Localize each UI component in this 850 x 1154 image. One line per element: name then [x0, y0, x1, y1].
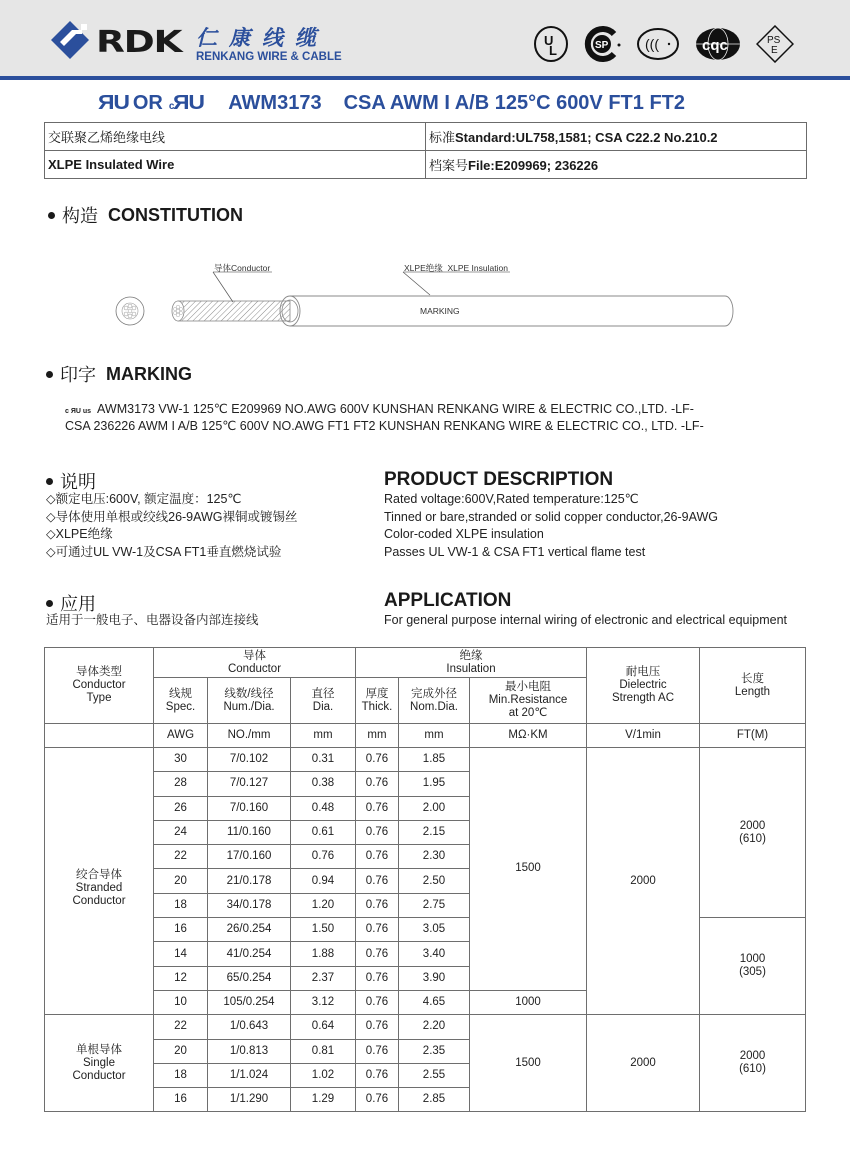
product-name-en: XLPE Insulated Wire	[45, 151, 426, 179]
type-text: Single	[83, 1056, 115, 1069]
cell-num: 105/0.254	[208, 990, 291, 1014]
description-heading-en: PRODUCT DESCRIPTION	[384, 469, 614, 490]
header-spec	[154, 678, 208, 724]
cell-num: 7/0.160	[208, 796, 291, 820]
page-header	[0, 0, 850, 77]
cell-nom: 1.85	[399, 748, 470, 772]
constitution-heading	[48, 202, 243, 228]
svg-text:U: U	[544, 33, 554, 48]
cell-nom: 2.85	[399, 1088, 470, 1112]
header-text: 完成外径	[411, 687, 457, 700]
bullet-icon	[46, 371, 53, 378]
header-nom-dia	[399, 678, 470, 724]
cell-awg: 28	[154, 772, 208, 796]
bullet-icon	[48, 212, 55, 219]
cell-nom: 3.40	[399, 942, 470, 966]
brand-mark: RDK	[96, 25, 182, 60]
cell-awg: 10	[154, 990, 208, 1014]
header-length	[700, 648, 806, 724]
cell-dia: 0.64	[291, 1015, 356, 1039]
cell-thick: 0.76	[356, 845, 399, 869]
cell-num: 1/1.024	[208, 1063, 291, 1087]
cell-awg: 20	[154, 869, 208, 893]
standard-prefix: 标准	[429, 130, 456, 145]
header-text: Num./Dia.	[223, 700, 275, 713]
header-text: 直径	[311, 687, 335, 700]
header-text: Min.Resistance	[488, 694, 568, 706]
csa-cert-icon	[584, 25, 622, 63]
description-item-en: Color-coded XLPE insulation	[384, 527, 544, 541]
cell-num: 41/0.254	[208, 942, 291, 966]
unit-cell: mm	[291, 724, 356, 748]
cell-nom: 2.15	[399, 820, 470, 844]
cell-thick: 0.76	[356, 990, 399, 1014]
cell-awg: 16	[154, 918, 208, 942]
length-ft: 2000	[739, 819, 766, 832]
unit-cell: mm	[399, 724, 470, 748]
application-text-cn: 适用于一般电子、电器设备内部连接线	[46, 613, 259, 627]
header-text: Dia.	[312, 700, 334, 713]
header-text: 长度	[741, 672, 764, 685]
cell-nom: 1.95	[399, 772, 470, 796]
brand-name-cn: 仁康线缆	[196, 27, 328, 50]
header-dia	[291, 678, 356, 724]
description-item-en: Tinned or bare,stranded or solid copper conductor,26-9AWG	[384, 509, 718, 524]
canada-mark: c	[168, 101, 175, 112]
model-number: AWM3173	[228, 91, 322, 114]
header-text: Conductor	[227, 662, 282, 675]
description-item-cn: ◇导体使用单根或绞线26-9AWG裸铜或镀锡丝	[46, 509, 298, 524]
type-text: Conductor	[72, 894, 126, 907]
cell-dielectric: 2000	[587, 748, 700, 1015]
model-spec: CSA AWM I A/B 125°C 600V FT1 FT2	[343, 91, 685, 114]
marking-line-2: CSA 236226 AWM I A/B 125℃ 600V NO.AWG FT1 FT2 KUNSHAN RENKANG WIRE & ELECTRIC CO., LTD. -LF-	[65, 419, 704, 433]
cell-num: 7/0.127	[208, 772, 291, 796]
header-min-resistance	[470, 678, 587, 724]
description-item-cn: ◇可通过UL VW-1及CSA FT1垂直燃烧试验	[46, 544, 282, 559]
unit-cell: mm	[356, 724, 399, 748]
marking-heading	[46, 361, 192, 387]
cell-awg: 24	[154, 820, 208, 844]
cell-thick: 0.76	[356, 942, 399, 966]
cell-dia: 0.38	[291, 772, 356, 796]
cell-awg: 16	[154, 1088, 208, 1112]
table-row	[45, 748, 806, 772]
bullet-icon	[46, 478, 53, 485]
cell-awg: 18	[154, 893, 208, 917]
header-text: Type	[86, 692, 112, 704]
description-list-en	[384, 491, 718, 561]
header-text: Dielectric	[619, 679, 667, 691]
product-name-cn: 交联聚乙烯绝缘电线	[45, 123, 426, 151]
cell-nom: 2.35	[399, 1039, 470, 1063]
cell-num: 17/0.160	[208, 845, 291, 869]
cell-num: 7/0.102	[208, 748, 291, 772]
cell-thick: 0.76	[356, 796, 399, 820]
unit-cell: FT(M)	[700, 724, 806, 748]
header-conductor-group	[154, 648, 356, 678]
conductor-label: 导体Conductor	[214, 263, 271, 273]
pse-cert-icon	[756, 25, 794, 63]
cell-nom: 2.50	[399, 869, 470, 893]
header-text: Length	[734, 685, 771, 698]
cell-num: 1/0.813	[208, 1039, 291, 1063]
ccc-cert-icon	[636, 25, 680, 63]
cell-num: 65/0.254	[208, 966, 291, 990]
cell-awg: 26	[154, 796, 208, 820]
cell-nom: 4.65	[399, 990, 470, 1014]
cell-dia: 3.12	[291, 990, 356, 1014]
length-m: (305)	[739, 966, 766, 979]
header-insulation-group	[356, 648, 587, 678]
cell-awg: 14	[154, 942, 208, 966]
cell-dia: 0.61	[291, 820, 356, 844]
header-divider	[0, 76, 850, 80]
header-text: 导体类型	[76, 666, 122, 678]
header-text: Thick.	[361, 700, 393, 713]
cell-nom: 2.75	[399, 893, 470, 917]
product-title	[97, 90, 685, 116]
marking-text-1: AWM3173 VW-1 125℃ E209969 NO.AWG 600V KUNSHAN RENKANG WIRE & ELECTRIC CO.,LTD. -LF-	[97, 402, 694, 416]
header-conductor-type	[45, 648, 154, 724]
heading-cn: 说明	[60, 472, 96, 493]
cul-us-mark: c ЯU us	[65, 408, 92, 415]
cell-awg: 22	[154, 1015, 208, 1039]
header-text: Strength AC	[611, 692, 674, 704]
header-text: at 20℃	[508, 707, 548, 719]
cell-num: 21/0.178	[208, 869, 291, 893]
type-text: 绞合导体	[76, 868, 122, 881]
description-list-cn	[46, 491, 298, 561]
cable-construction-diagram	[100, 255, 750, 340]
ul-recognized-mark: ЯU	[97, 91, 129, 114]
type-text: 单根导体	[76, 1043, 122, 1056]
header-text: 最小电阻	[505, 681, 551, 693]
cell-nom: 3.90	[399, 966, 470, 990]
cell-nom: 3.05	[399, 918, 470, 942]
cell-nom: 2.20	[399, 1015, 470, 1039]
cell-resistance: 1000	[470, 990, 587, 1014]
header-text: Conductor	[72, 679, 126, 691]
cell-thick: 0.76	[356, 1039, 399, 1063]
cell-num: 26/0.254	[208, 918, 291, 942]
cell-nom: 2.00	[399, 796, 470, 820]
cell-awg: 30	[154, 748, 208, 772]
product-info-table	[44, 122, 807, 179]
cell-thick: 0.76	[356, 1088, 399, 1112]
cell-awg: 18	[154, 1063, 208, 1087]
single-conductor-label	[45, 1015, 154, 1112]
cell-dia: 0.31	[291, 748, 356, 772]
cell-thick: 0.76	[356, 869, 399, 893]
unit-cell: NO./mm	[208, 724, 291, 748]
units-row	[45, 724, 806, 748]
table-row	[45, 1015, 806, 1039]
cell-awg: 22	[154, 845, 208, 869]
cell-num: 1/1.290	[208, 1088, 291, 1112]
description-item-cn: ◇XLPE绝缘	[46, 527, 113, 541]
cell-dia: 2.37	[291, 966, 356, 990]
cell-thick: 0.76	[356, 1015, 399, 1039]
unit-cell: AWG	[154, 724, 208, 748]
cell-thick: 0.76	[356, 918, 399, 942]
heading-en: MARKING	[106, 363, 192, 384]
unit-cell: MΩ·KM	[470, 724, 587, 748]
description-item-en: Rated voltage:600V,Rated temperature:125℃	[384, 492, 639, 506]
cell-length	[700, 1015, 806, 1112]
cell-num: 34/0.178	[208, 893, 291, 917]
cell-nom: 2.30	[399, 845, 470, 869]
cell-nom: 2.55	[399, 1063, 470, 1087]
cell-thick: 0.76	[356, 748, 399, 772]
cell-length	[700, 918, 806, 1015]
file-prefix: 档案号	[429, 158, 469, 173]
cell-dia: 1.02	[291, 1063, 356, 1087]
cell-dia: 1.50	[291, 918, 356, 942]
description-item-en: Passes UL VW-1 & CSA FT1 vertical flame test	[384, 544, 646, 559]
file-value: File:E209969; 236226	[468, 158, 599, 173]
heading-cn: 印字	[60, 365, 96, 386]
cell-thick: 0.76	[356, 772, 399, 796]
cell-resistance: 1500	[470, 748, 587, 991]
cell-thick: 0.76	[356, 1063, 399, 1087]
cell-num: 1/0.643	[208, 1015, 291, 1039]
heading-en: CONSTITUTION	[108, 204, 243, 225]
certification-logos	[532, 24, 794, 64]
header-text: Insulation	[446, 662, 496, 675]
rdk-logo-icon	[50, 20, 90, 60]
length-m: (610)	[739, 832, 766, 845]
marking-label: MARKING	[420, 306, 460, 316]
header-text: 线数/线径	[224, 687, 274, 700]
cul-recognized-mark: ЯU	[173, 91, 205, 114]
bullet-icon	[46, 600, 53, 607]
unit-cell: V/1min	[587, 724, 700, 748]
svg-text:E: E	[771, 45, 778, 56]
cell-dia: 0.48	[291, 796, 356, 820]
insulation-label: XLPE绝缘 XLPE Insulation	[404, 263, 508, 273]
cell-thick: 0.76	[356, 966, 399, 990]
cell-resistance: 1500	[470, 1015, 587, 1112]
cell-awg: 20	[154, 1039, 208, 1063]
application-text-en: For general purpose internal wiring of electronic and electrical equipment	[384, 613, 787, 627]
header-thick	[356, 678, 399, 724]
marking-line-1	[65, 401, 694, 416]
unit-cell	[45, 724, 154, 748]
header-text: 导体	[243, 649, 266, 662]
header-text: 绝缘	[459, 649, 483, 662]
application-heading-en: APPLICATION	[384, 590, 512, 611]
ul-cert-icon	[532, 25, 570, 63]
cell-thick: 0.76	[356, 893, 399, 917]
svg-text:(((: (((	[645, 36, 659, 52]
heading-cn: 应用	[60, 594, 96, 615]
title-or: OR	[132, 91, 163, 114]
cell-dielectric: 2000	[587, 1015, 700, 1112]
description-item-cn: ◇额定电压:600V, 额定温度：125℃	[46, 492, 242, 506]
length-ft: 2000	[739, 1050, 766, 1063]
standard-cell	[426, 123, 807, 151]
cqc-cert-icon	[694, 25, 742, 63]
svg-text:PS: PS	[767, 35, 781, 46]
cell-dia: 1.20	[291, 893, 356, 917]
cell-awg: 12	[154, 966, 208, 990]
length-m: (610)	[739, 1063, 766, 1076]
svg-text:L: L	[549, 43, 557, 58]
header-text: 厚度	[365, 687, 389, 700]
cell-dia: 1.29	[291, 1088, 356, 1112]
stranded-conductor-label	[45, 748, 154, 1015]
type-text: Stranded	[75, 881, 123, 894]
cell-length	[700, 748, 806, 918]
brand-name-en: RENKANG WIRE & CABLE	[196, 51, 342, 63]
header-text: 耐电压	[625, 666, 661, 678]
header-dielectric	[587, 648, 700, 724]
specification-table	[44, 647, 806, 1112]
heading-cn: 构造	[62, 206, 98, 227]
cell-num: 11/0.160	[208, 820, 291, 844]
header-text: 线规	[169, 687, 192, 700]
cell-dia: 0.81	[291, 1039, 356, 1063]
header-text: Nom.Dia.	[410, 700, 458, 713]
cell-dia: 1.88	[291, 942, 356, 966]
header-num-dia	[208, 678, 291, 724]
svg-text:SP: SP	[595, 40, 609, 51]
cell-thick: 0.76	[356, 820, 399, 844]
header-text: Spec.	[165, 700, 196, 713]
standard-value: Standard:UL758,1581; CSA C22.2 No.210.2	[455, 130, 718, 145]
cell-dia: 0.76	[291, 845, 356, 869]
type-text: Conductor	[72, 1069, 126, 1082]
svg-text:cqc: cqc	[702, 37, 728, 54]
file-cell	[426, 151, 807, 179]
length-ft: 1000	[739, 953, 766, 966]
cell-dia: 0.94	[291, 869, 356, 893]
